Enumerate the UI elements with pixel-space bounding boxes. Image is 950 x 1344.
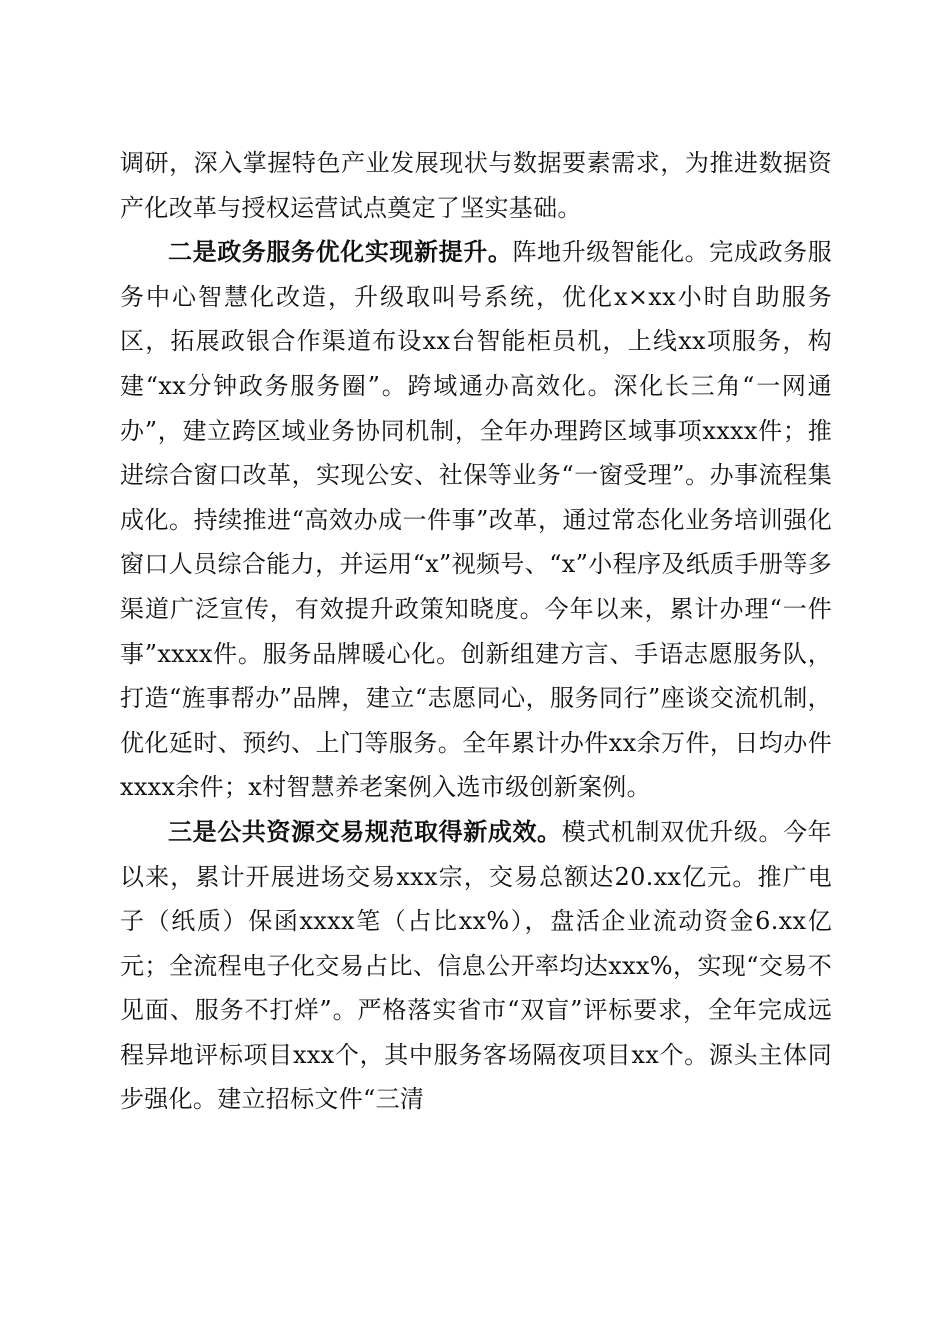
paragraph-lead: 三是公共资源交易规范取得新成效。	[168, 816, 562, 846]
paragraph-text: 阵地升级智能化。完成政务服务中心智慧化改造，升级取叫号系统，优化x×xx小时自助服务区，拓展政银合作渠道布设xx台智能柜员机，上线xx项服务，构建“xx分钟政务服务圈”。跨域通办高效化。深化长三角“一网通办”，建立跨区域业务协同机制，全年办理跨区域事项xxxx件；推进综合窗口改革，实现公安、社保等业务“一窗受理”。办事流程集成化。持续推进“高效办成一件事”改革，通过常态化业务培训强化窗口人员综合能力，并运用“x”视频号、“x”小程序及纸质手册等多渠道广泛宣传，有效提升政策知晓度。今年以来，累计办理“一件事”xxxx件。服务品牌暖心化。创新组建方言、手语志愿服务队，打造“旌事帮办”品牌，建立“志愿同心，服务同行”座谈交流机制，优化延时、预约、上门等服务。全年累计办件xx余万件，日均办件xxxx余件；x村智慧养老案例入选市级创新案例。	[120, 238, 832, 802]
paragraph-lead: 二是政务服务优化实现新提升。	[168, 237, 513, 267]
paragraph-government-services	[120, 230, 832, 810]
document-body	[120, 141, 832, 1122]
paragraph-text: 模式机制双优升级。今年以来，累计开展进场交易xxx宗，交易总额达20.xx亿元。推广电子（纸质）保函xxxx笔（占比xx%），盘活企业流动资金6.xx亿元；全流程电子化交易占比、信息公开率均达xxx%，实现“交易不见面、服务不打烊”。严格落实省市“双盲”评标要求，全年完成远程异地评标项目xxx个，其中服务客场隔夜项目xx个。源头主体同步强化。建立招标文件“三清	[120, 817, 832, 1114]
paragraph-continued	[120, 141, 832, 230]
paragraph-text: 调研，深入掌握特色产业发展现状与数据要素需求，为推进数据资产化改革与授权运营试点奠定了坚实基础。	[120, 149, 832, 222]
paragraph-public-resource-trading	[120, 810, 832, 1122]
